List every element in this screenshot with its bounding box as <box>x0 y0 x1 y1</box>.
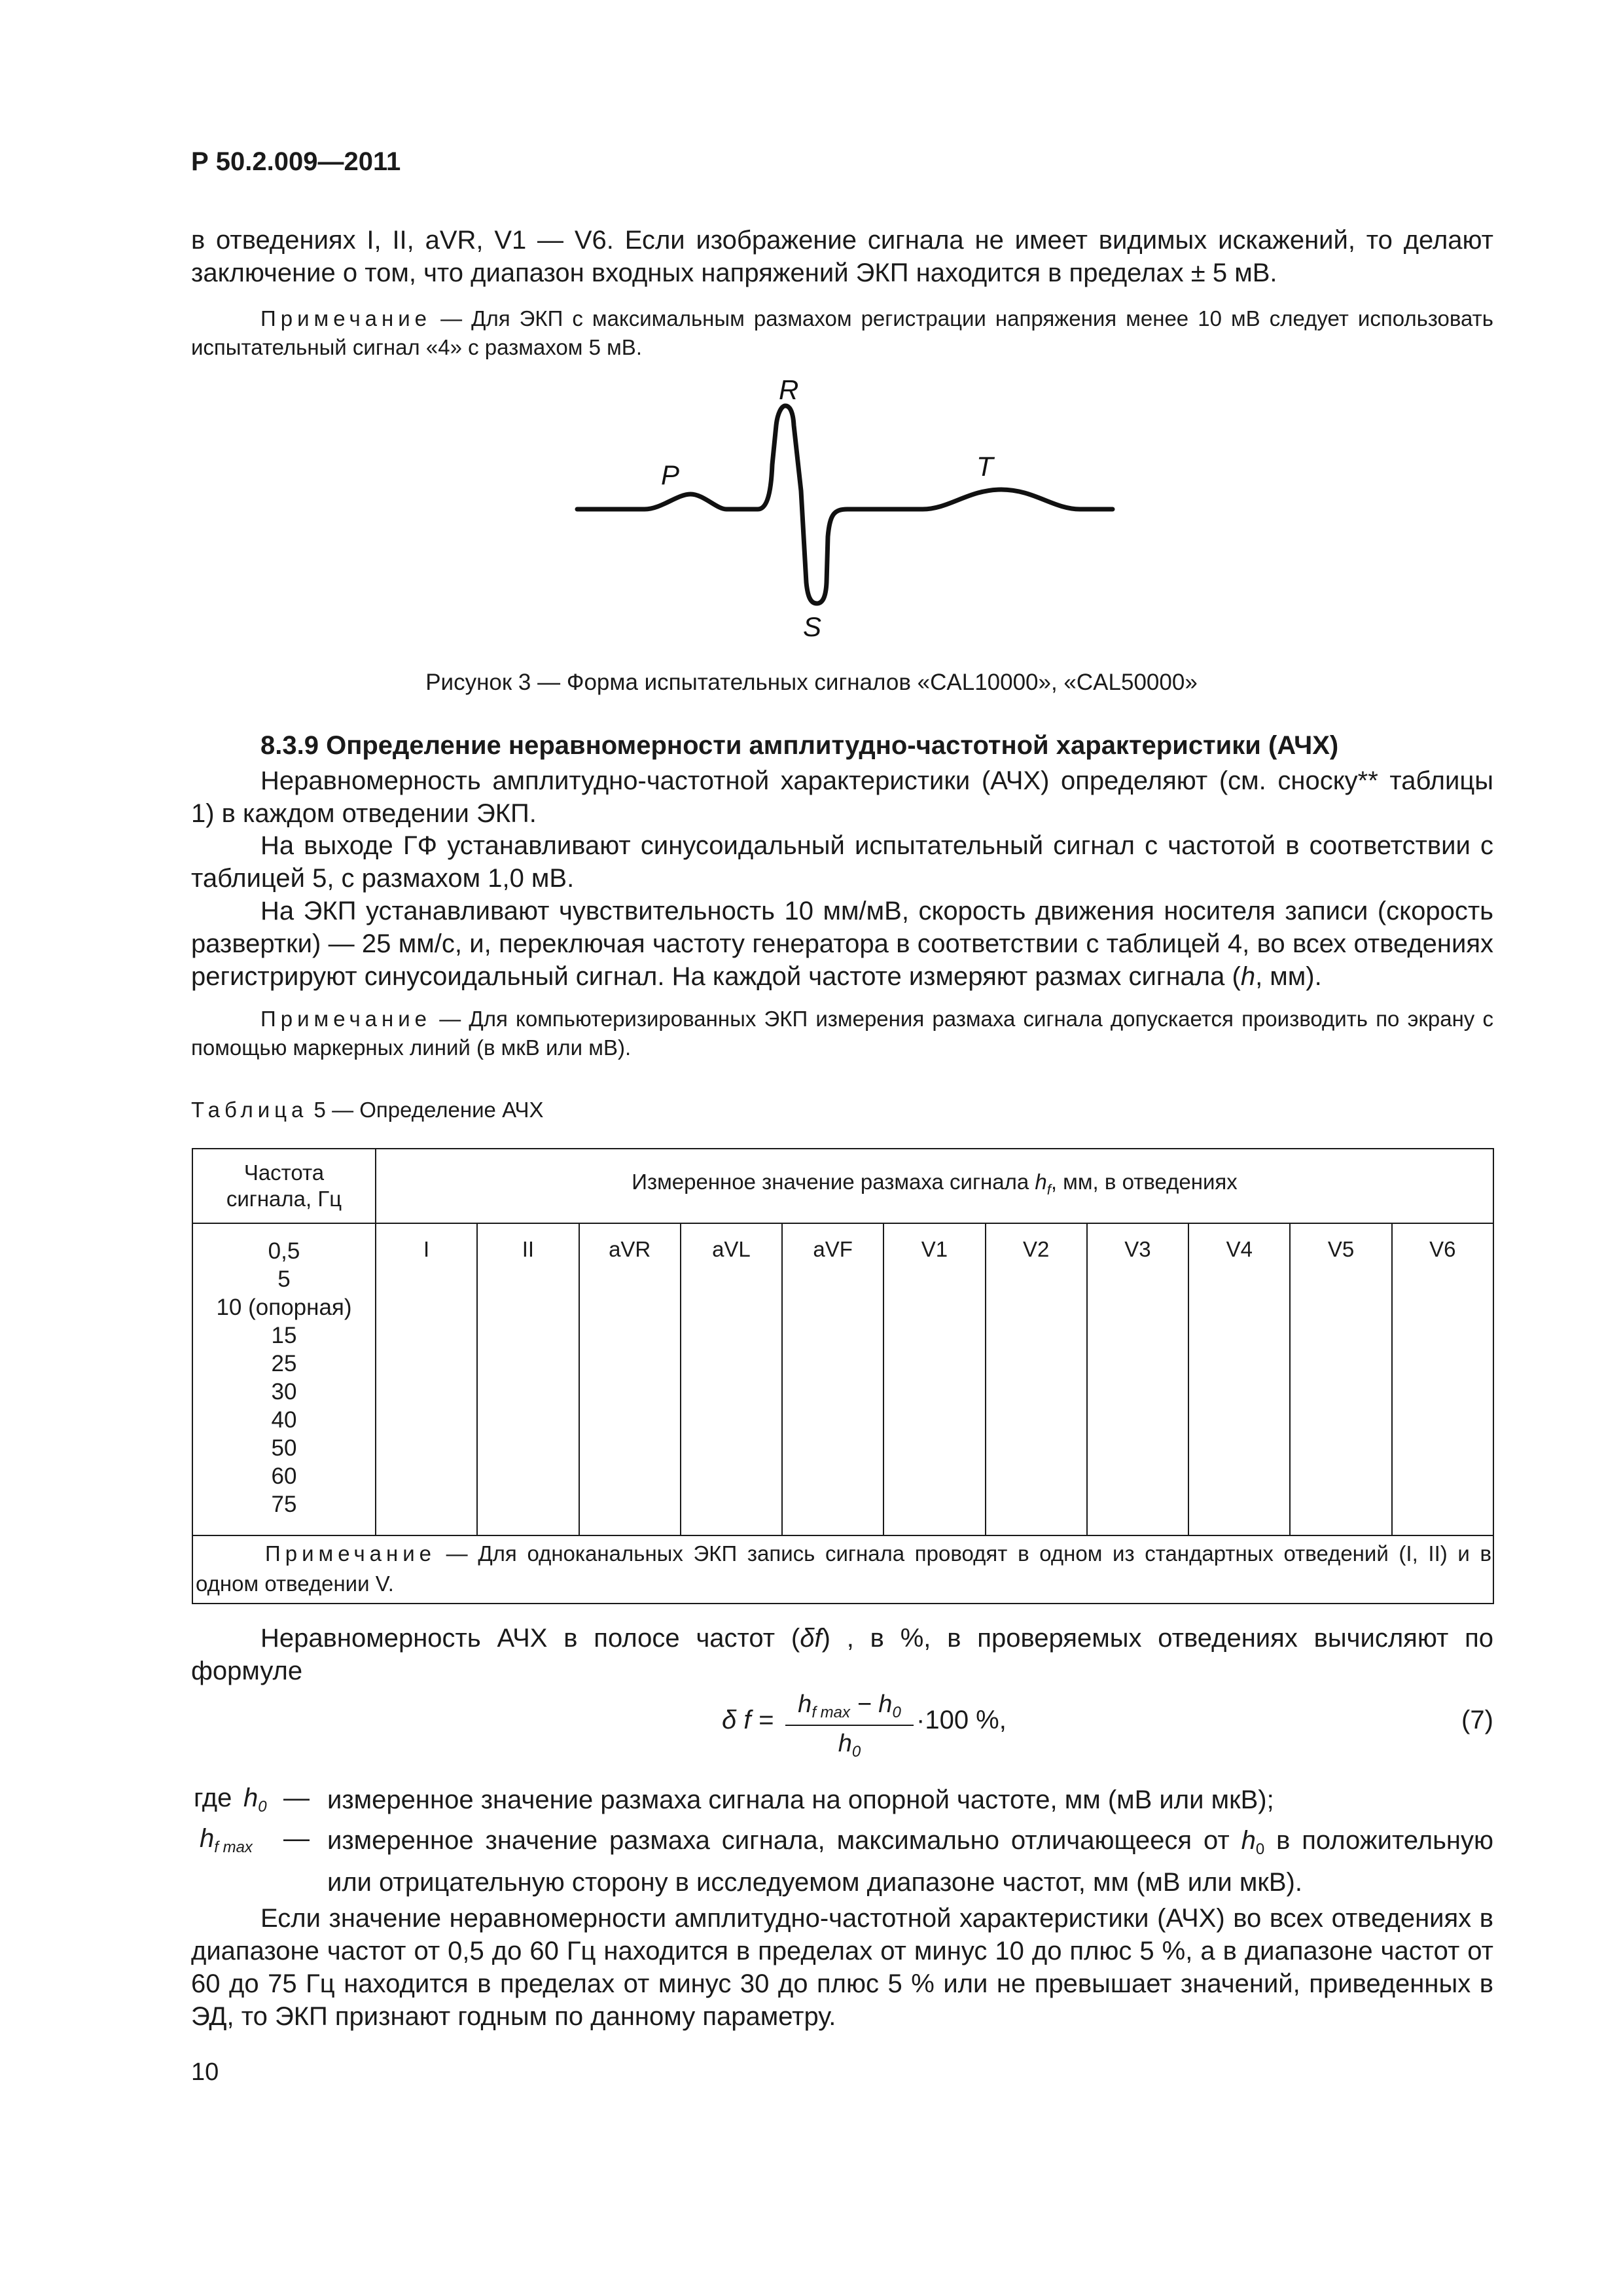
label-s: S <box>803 611 822 642</box>
frequency-value: 15 <box>271 1323 297 1348</box>
lead-cell: V4 <box>1188 1223 1290 1535</box>
table-note-text: — Для одноканальных ЭКП запись сигнала проводят в одном из стандартных отведений (I, II) и в одном отведении V. <box>196 1541 1491 1596</box>
para3-text-b: , мм). <box>1255 962 1322 991</box>
numerator-sub: f max <box>812 1704 850 1721</box>
frequency-value: 50 <box>271 1435 297 1461</box>
lead-cell: V1 <box>883 1223 985 1535</box>
section-paragraph-2: На выходе ГФ устанавливают синусоидальный испытательный сигнал с частотой в соответствии с таблицей 5, с размахом 1,0 мВ. <box>191 831 1493 893</box>
frequency-value: 10 (опорная) <box>216 1295 352 1320</box>
table-title-rest: 5 — Определение АЧХ <box>308 1098 544 1122</box>
measured-header-var: h <box>1035 1170 1047 1194</box>
table-body-row <box>192 1223 1493 1535</box>
numerator-sub0: 0 <box>892 1704 901 1721</box>
formula-denominator <box>784 1730 915 1761</box>
formula-intro-b: ) , в %, в проверяемых отведениях вычисляют по формуле <box>191 1624 1493 1685</box>
hfmax-desc-sub: 0 <box>1255 1840 1265 1858</box>
para3-var-h: h <box>1240 962 1256 991</box>
section-paragraph-3 <box>191 895 1493 993</box>
note-1-label: Примечание <box>260 306 432 331</box>
where-label: где <box>194 1784 232 1812</box>
formula-lhs: δ f = <box>722 1706 774 1734</box>
h0-sub: 0 <box>258 1798 267 1816</box>
note-2-label: Примечание <box>260 1007 432 1031</box>
note-1 <box>191 304 1493 362</box>
frequency-value: 0,5 <box>268 1238 300 1264</box>
hfmax-desc-a: измеренное значение размаха сигнала, максимально отличающееся от <box>327 1826 1241 1855</box>
ecg-waveform <box>577 406 1113 603</box>
frequency-value: 25 <box>271 1351 297 1376</box>
table-note-row <box>192 1535 1493 1604</box>
intro-paragraph: в отведениях I, II, aVR, V1 — V6. Если изображение сигнала не имеет видимых искажений, то делают заключение о том, что диапазон входных напряжений ЭКП находится в пределах ± 5 мВ. <box>191 226 1493 287</box>
col-header-measured <box>376 1149 1493 1223</box>
document-number: Р 50.2.009—2011 <box>191 147 401 176</box>
table-note-label: Примечание <box>265 1541 437 1566</box>
label-p: P <box>661 459 680 490</box>
fraction-bar <box>785 1725 914 1726</box>
hfmax-desc-b: в положительную или отрицательную сторону в исследуемом диапазоне частот, мм (мВ или мкВ). <box>327 1826 1494 1897</box>
section-heading: 8.3.9 Определение неравномерности амплитудно-частотной характеристики (АЧХ) <box>260 731 1339 760</box>
closing-paragraph: Если значение неравномерности амплитудно-частотной характеристики (АЧХ) во всех отведениях в диапазоне частот от 0,5 до 60 Гц находится в пределах от минус 10 до плюс 5 %, а в диапазоне частот от 60 до 75 Гц находится в пределах от минус 30 до плюс 5 % или не превышает значений, приведенных в ЭД, то ЭКП признают годным по данному параметру. <box>191 1904 1493 2031</box>
para3-text-a: На ЭКП устанавливают чувствительность 10 мм/мВ, скорость движения носителя записи (скорость развертки) — 25 мм/с, и, переключая частоту генератора в соответствии с таблицей 4, во всех отведениях регистрируют синусоидальный сигнал. На каждой частоте измеряют размах сигнала ( <box>191 897 1493 991</box>
lead-cell: aVF <box>782 1223 883 1535</box>
h0-symbol <box>243 1784 267 1816</box>
section-paragraph-1: Неравномерность амплитудно-частотной характеристики (АЧХ) определяют (см. сноску** таблицы 1) в каждом отведении ЭКП. <box>191 766 1493 828</box>
frequency-value: 30 <box>271 1379 297 1405</box>
hfmax-symbol <box>200 1824 253 1857</box>
page-number: 10 <box>191 2058 219 2086</box>
lead-cell: aVL <box>681 1223 782 1535</box>
hfmax-sub: f max <box>214 1839 253 1856</box>
hfmax-desc-h: h <box>1241 1826 1256 1855</box>
measured-header-sub: f <box>1046 1181 1051 1198</box>
measured-header-text-b: , мм, в отведениях <box>1050 1170 1238 1194</box>
col-header-frequency <box>192 1149 376 1223</box>
table-title <box>191 1098 544 1122</box>
measured-header-text-a: Измеренное значение размаха сигнала <box>632 1170 1035 1194</box>
hfmax-h: h <box>200 1824 215 1853</box>
col-header-frequency-line2: сигнала, Гц <box>226 1187 342 1211</box>
formula-intro-symbol: δf <box>800 1624 822 1653</box>
frequency-list <box>192 1223 376 1535</box>
lead-cell: V6 <box>1392 1223 1493 1535</box>
hfmax-dash: — <box>283 1824 310 1853</box>
lead-cell: V2 <box>986 1223 1087 1535</box>
formula-number: (7) <box>1461 1706 1493 1734</box>
lead-cell: V5 <box>1290 1223 1391 1535</box>
table-title-label: Таблица <box>191 1098 308 1122</box>
label-r: R <box>779 374 799 405</box>
h0-dash: — <box>283 1784 310 1812</box>
denominator-sub: 0 <box>851 1743 861 1761</box>
frequency-value: 40 <box>271 1407 297 1433</box>
numerator-h: h <box>798 1691 812 1718</box>
hfmax-description <box>327 1824 1493 1899</box>
denominator-h: h <box>838 1730 852 1757</box>
label-t: T <box>976 451 993 482</box>
table-note <box>192 1535 1493 1604</box>
formula-numerator <box>784 1691 915 1722</box>
formula-intro-a: Неравномерность АЧХ в полосе частот ( <box>260 1624 800 1653</box>
table-5 <box>192 1148 1494 1604</box>
frequency-value: 60 <box>271 1463 297 1489</box>
numerator-minus-h: − h <box>850 1691 893 1718</box>
formula-tail: ·100 %, <box>916 1706 1007 1734</box>
ecg-test-signal-figure <box>0 367 1623 655</box>
note-1-text: — Для ЭКП с максимальным размахом регистрации напряжения менее 10 мВ следует использовать испытательный сигнал «4» с размахом 5 мВ. <box>191 306 1493 359</box>
lead-cell: V3 <box>1087 1223 1188 1535</box>
table-header-row <box>192 1149 1493 1223</box>
figure-caption: Рисунок 3 — Форма испытательных сигналов «CAL10000», «CAL50000» <box>425 670 1198 695</box>
col-header-frequency-line1: Частота <box>243 1160 325 1185</box>
lead-cell: aVR <box>579 1223 681 1535</box>
formula-intro <box>191 1622 1493 1687</box>
h0-h: h <box>243 1784 259 1812</box>
note-2 <box>191 1005 1493 1062</box>
frequency-value: 75 <box>271 1492 297 1517</box>
lead-cell: I <box>376 1223 477 1535</box>
frequency-value: 5 <box>277 1266 291 1292</box>
note-2-text: — Для компьютеризированных ЭКП измерения размаха сигнала допускается производить по экрану с помощью маркерных линий (в мкВ или мВ). <box>191 1007 1493 1060</box>
lead-cell: II <box>477 1223 579 1535</box>
h0-description: измеренное значение размаха сигнала на опорной частоте, мм (мВ или мкВ); <box>327 1785 1274 1814</box>
